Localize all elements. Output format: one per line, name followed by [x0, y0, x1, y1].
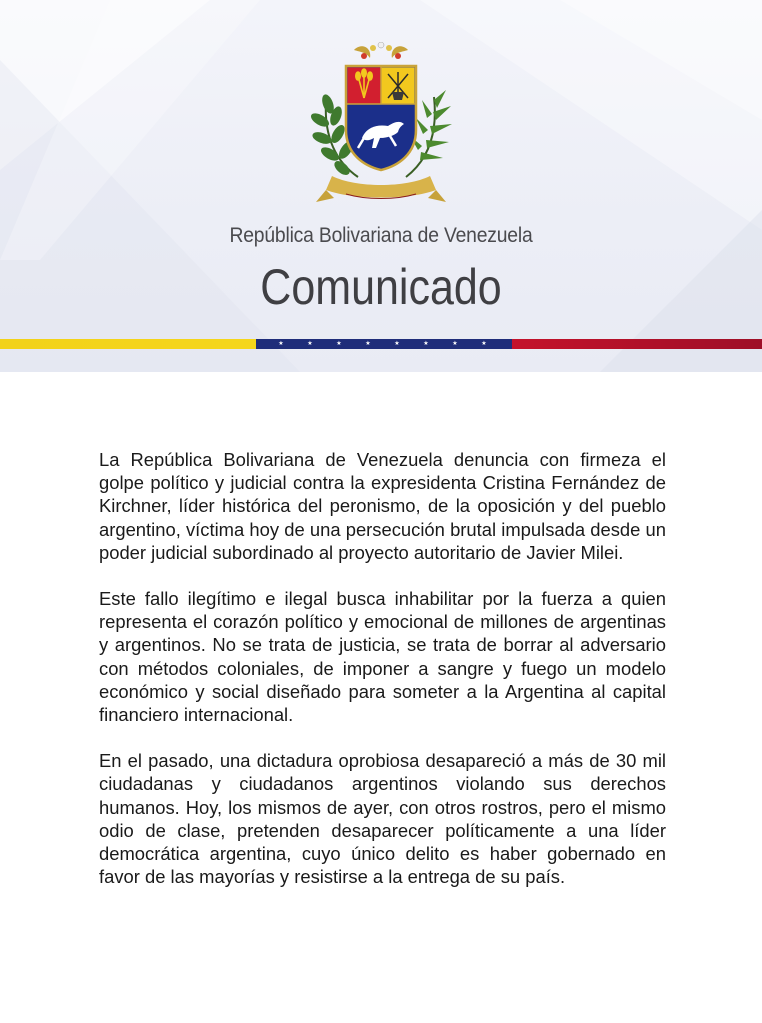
cornucopias: [354, 42, 408, 59]
ribbon: [316, 176, 446, 202]
star-icon: ★: [336, 341, 342, 347]
paragraph: En el pasado, una dictadura oprobiosa desapareció a más de 30 mil ciudadanas y ciudadanos argentinos violando sus derechos humanos. Hoy, los mismos de ayer, con otros rostros, pero el mismo odio de clase, pretenden desaparecer políticamente a una líder democrática argentina, cuyo único delito es haber gobernado en favor de las mayorías y resistirse a la entrega de su país.: [99, 750, 666, 888]
paragraph: La República Bolivariana de Venezuela denuncia con firmeza el golpe político y judicial contra la expresidenta Cristina Fernández de Kirchner, líder histórica del peronismo, de la oposición y del pueblo argentino, víctima hoy de una persecución brutal impulsada desde un poder judicial subordinado al proyecto autoritario de Javier Milei.: [99, 449, 666, 563]
star-icon: ★: [481, 341, 487, 347]
star-icon: ★: [394, 341, 400, 347]
star-icon: ★: [365, 341, 371, 347]
flag-stripe-yellow: [0, 339, 256, 349]
communique-body: [99, 448, 666, 888]
page-title: Comunicado: [260, 259, 502, 315]
republic-name: República Bolivariana de Venezuela: [229, 224, 533, 247]
flag-stripe-red: [512, 339, 762, 349]
letterhead: [0, 0, 762, 372]
star-icon: ★: [423, 341, 429, 347]
paragraph: Este fallo ilegítimo e ilegal busca inhabilitar por la fuerza a quien representa el corazón político y emocional de millones de argentinas y argentinos. No se trata de justicia, se trata de borrar al adversario con métodos coloniales, de imponer a sangre y fuego un modelo económico y social diseñado para someter a la Argentina al capital financiero internacional.: [99, 588, 666, 726]
star-icon: ★: [307, 341, 313, 347]
star-icon: ★: [278, 341, 284, 347]
coat-of-arms-icon: [306, 42, 456, 212]
shield: [346, 66, 416, 170]
star-icon: ★: [452, 341, 458, 347]
flag-stripe-blue: [256, 339, 512, 349]
